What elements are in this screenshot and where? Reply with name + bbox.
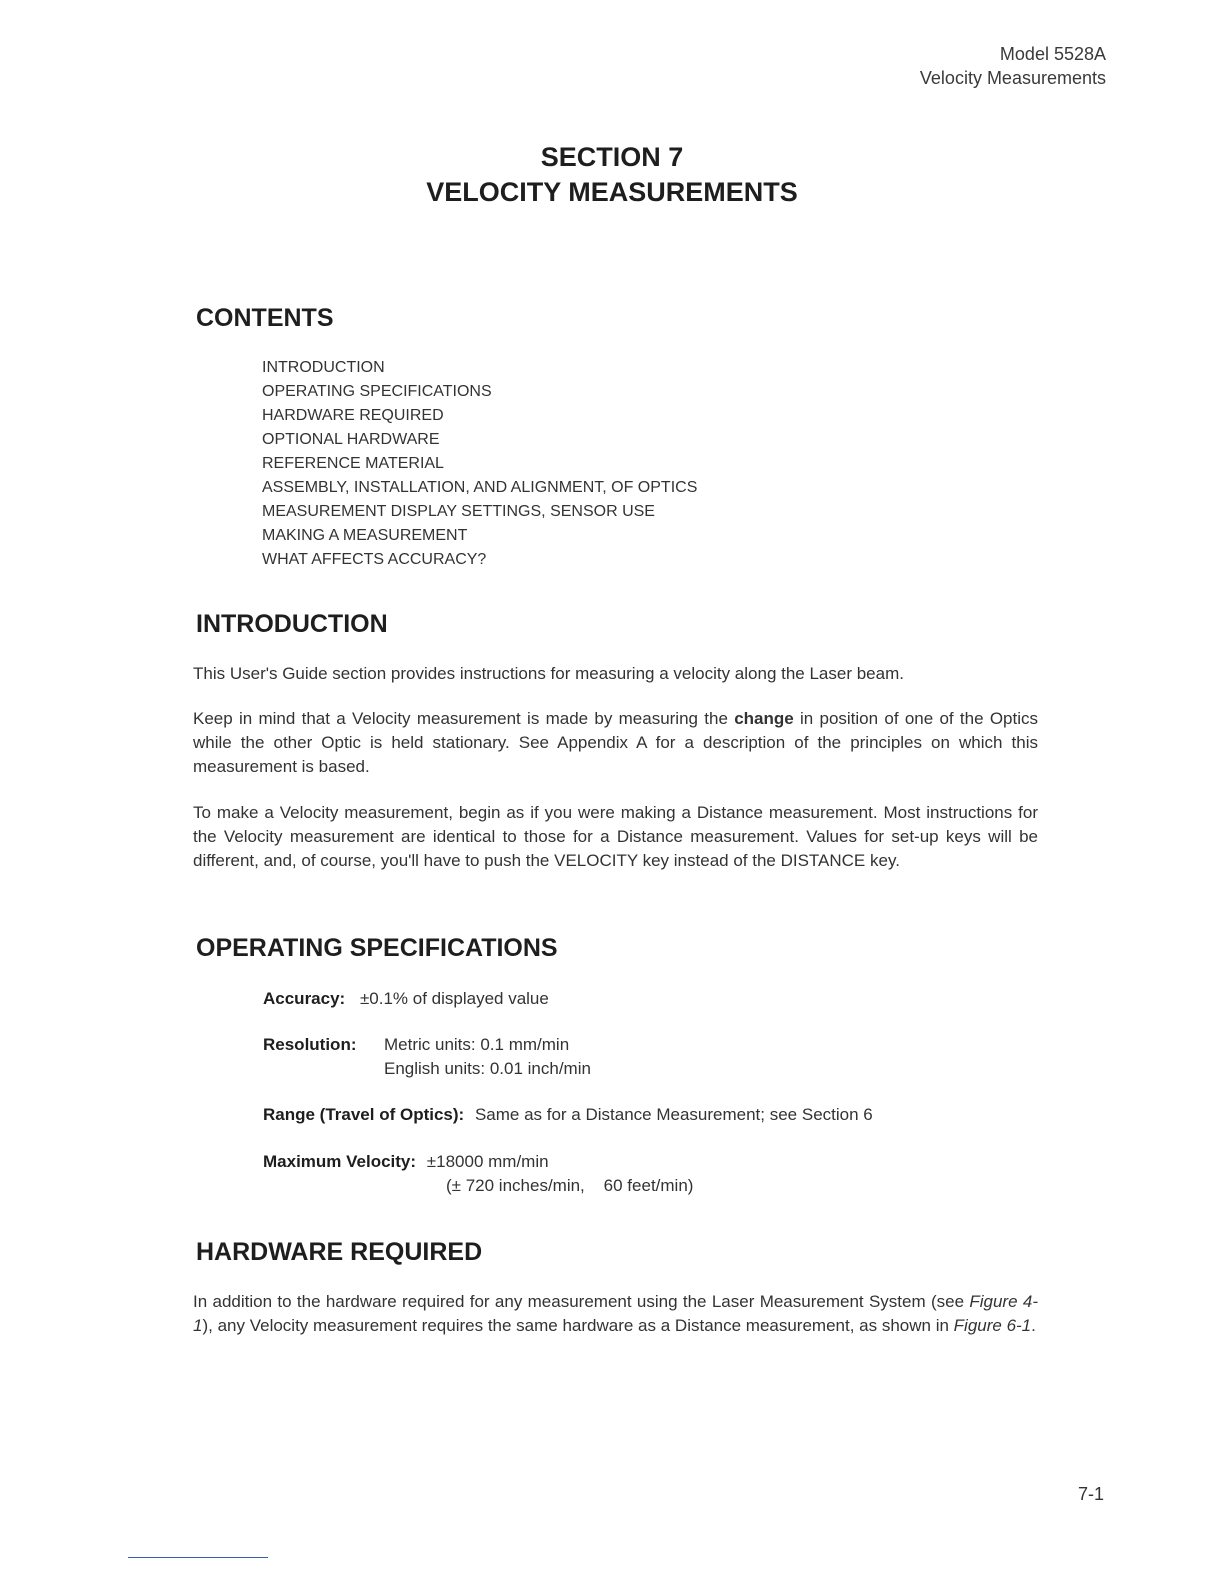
spec-label: Accuracy: [263,989,346,1008]
spec-range [263,1103,873,1127]
spec-label: Range (Travel of Optics): [263,1105,465,1124]
hardware-paragraph [193,1290,1038,1338]
section-name: VELOCITY MEASUREMENTS [426,177,798,207]
header-topic: Velocity Measurements [919,68,1106,88]
page-number: 7-1 [1077,1484,1104,1504]
footnote-rule [128,1557,268,1558]
contents-item: INTRODUCTION [262,359,385,376]
spec-value: ±18000 mm/min [426,1152,549,1171]
intro-paragraph-2 [193,707,1038,779]
contents-item: ASSEMBLY, INSTALLATION, AND ALIGNMENT, OF OPTICS [262,479,698,496]
spec-accuracy [263,987,549,1011]
spec-max-velocity [263,1150,549,1174]
spec-max-velocity-alt: (± 720 inches/min, 60 feet/min) [446,1176,694,1195]
text-run: . [1031,1316,1036,1335]
spec-value: ±0.1% of displayed value [359,989,549,1008]
text-run: In addition to the hardware required for any measurement using the Laser Measurement System (see [193,1292,970,1311]
emphasis-change: change [734,709,794,728]
spec-value: English units: 0.01 inch/min [384,1059,591,1078]
contents-item: WHAT AFFECTS ACCURACY? [262,551,487,568]
contents-item: MEASUREMENT DISPLAY SETTINGS, SENSOR USE [262,503,655,520]
intro-paragraph-3: To make a Velocity measurement, begin as if you were making a Distance measurement. Most instructions for the Velocity measurement are identical to those for a Distance measurement. Values for set-up keys will be different, and, of course, you'll have to push the VELOCITY key instead of the DISTANCE key. [193,803,1038,870]
section-number: SECTION 7 [540,142,684,172]
specs-heading: OPERATING SPECIFICATIONS [196,934,558,962]
section-title [0,140,1224,210]
contents-list [262,356,697,572]
contents-heading: CONTENTS [196,304,334,332]
text-run: Keep in mind that a Velocity measurement is made by measuring the [193,709,735,728]
hardware-heading: HARDWARE REQUIRED [196,1238,483,1266]
header-model: Model 5528A [999,44,1106,64]
spec-resolution [263,1033,357,1057]
contents-item: OPTIONAL HARDWARE [262,431,440,448]
figure-reference: Figure 4-1 [193,1292,1038,1335]
contents-item: HARDWARE REQUIRED [262,407,444,424]
running-header [920,42,1106,90]
spec-label: Maximum Velocity: [263,1152,417,1171]
contents-item: MAKING A MEASUREMENT [262,527,468,544]
figure-reference: Figure 6-1 [953,1316,1032,1335]
spec-value: Same as for a Distance Measurement; see Section 6 [474,1105,873,1124]
text-run: ), any Velocity measurement requires the same hardware as a Distance measurement, as shown in [202,1316,954,1335]
spec-value: Metric units: 0.1 mm/min [384,1035,570,1054]
contents-item: OPERATING SPECIFICATIONS [262,383,492,400]
introduction-heading: INTRODUCTION [196,610,388,638]
spec-resolution-values [384,1033,591,1081]
intro-paragraph-1: This User's Guide section provides instructions for measuring a velocity along the Laser beam. [193,664,904,683]
contents-item: REFERENCE MATERIAL [262,455,444,472]
text-run: in position of one of the Optics while the other Optic is held stationary. See Appendix A for a description of the principles on which this measurement is based. [193,709,1038,776]
spec-label: Resolution: [263,1035,357,1054]
